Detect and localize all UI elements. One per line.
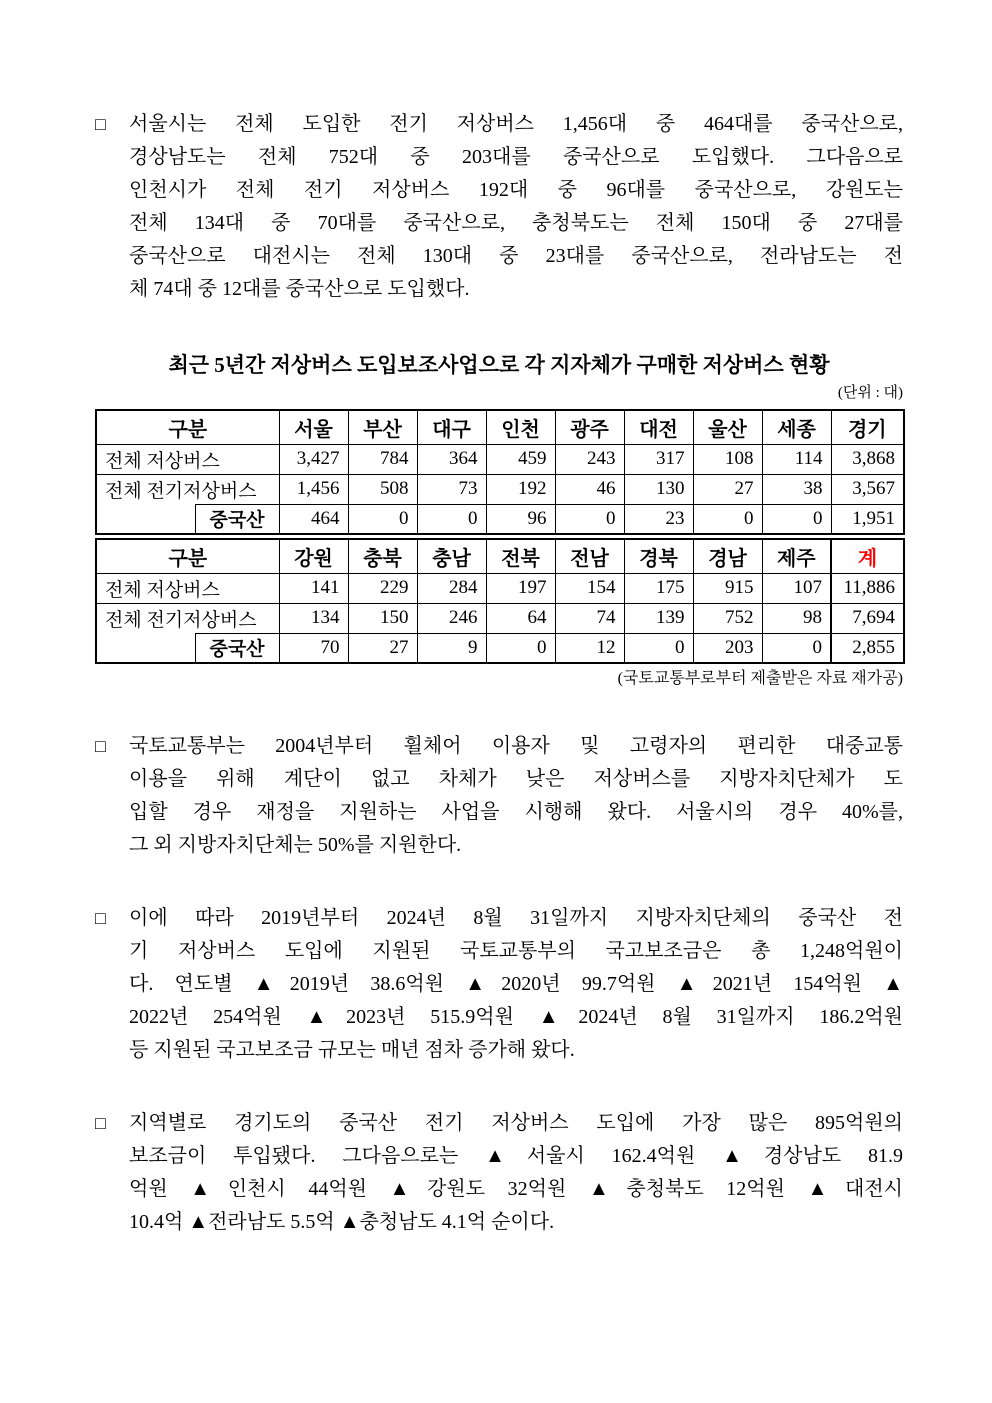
table-value-cell: 98 xyxy=(762,603,831,633)
china-made-label: 중국산 xyxy=(195,504,279,534)
table-header-cell: 서울 xyxy=(279,410,348,444)
table-value-cell: 12 xyxy=(555,633,624,663)
paragraph-line: 10.4억 ▲전라남도 5.5억 ▲충청남도 4.1억 순이다. xyxy=(129,1211,555,1233)
table-header-cell: 충북 xyxy=(348,539,417,573)
table-value-cell: 38 xyxy=(762,474,831,504)
table-head xyxy=(96,410,904,444)
table-header-cell: 인천 xyxy=(486,410,555,444)
table-row xyxy=(96,573,904,603)
paragraph-line: 기 저상버스 도입에 지원된 국토교통부의 국고보조금은 총 1,248억원이 xyxy=(129,940,903,962)
table-header-cell: 강원 xyxy=(279,539,348,573)
table-value-cell: 0 xyxy=(693,504,762,534)
table-value-cell: 0 xyxy=(762,633,831,663)
table-value-cell: 27 xyxy=(348,633,417,663)
table-value-cell: 0 xyxy=(348,504,417,534)
statistics-tables xyxy=(95,409,903,664)
paragraph-line: 입할 경우 재정을 지원하는 사업을 시행해 왔다. 서울시의 경우 40%를, xyxy=(129,801,903,823)
table-value-cell: 246 xyxy=(417,603,486,633)
table-value-cell: 114 xyxy=(762,444,831,474)
paragraph-line: 등 지원된 국고보조금 규모는 매년 점차 증가해 왔다. xyxy=(129,1039,575,1061)
table-value-cell: 141 xyxy=(279,573,348,603)
table-value-cell: 46 xyxy=(555,474,624,504)
statistics-table-section-1 xyxy=(95,409,905,535)
table-row-label: 전체 전기저상버스 xyxy=(96,474,279,504)
china-made-label: 중국산 xyxy=(195,633,279,663)
table-body xyxy=(96,573,904,663)
table-total-header-cell: 계 xyxy=(831,539,904,573)
paragraph-line: 이용을 위해 계단이 없고 차체가 낮은 저상버스를 지방자치단체가 도 xyxy=(129,768,903,790)
table-value-cell: 96 xyxy=(486,504,555,534)
table-empty-subcell xyxy=(96,633,195,663)
table-total-value-cell: 11,886 xyxy=(831,573,904,603)
table-row xyxy=(96,474,904,504)
table-value-cell: 915 xyxy=(693,573,762,603)
table-row xyxy=(96,603,904,633)
table-value-cell: 197 xyxy=(486,573,555,603)
table-value-cell: 70 xyxy=(279,633,348,663)
paragraph-line: 중국산으로 대전시는 전체 130대 중 23대를 중국산으로, 전라남도는 전 xyxy=(129,245,903,267)
table-row xyxy=(96,444,904,474)
table-value-cell: 229 xyxy=(348,573,417,603)
table-value-cell: 459 xyxy=(486,444,555,474)
table-header-cell: 광주 xyxy=(555,410,624,444)
table-value-cell: 464 xyxy=(279,504,348,534)
table-corner-cell: 구분 xyxy=(96,410,279,444)
table-header-cell: 대전 xyxy=(624,410,693,444)
paragraph-line: 체 74대 중 12대를 중국산으로 도입했다. xyxy=(129,278,470,300)
paragraph-line: 서울시는 전체 도입한 전기 저상버스 1,456대 중 464대를 중국산으로, xyxy=(129,113,903,135)
table-header-cell: 대구 xyxy=(417,410,486,444)
table-value-cell: 1,951 xyxy=(831,504,904,534)
table-value-cell: 134 xyxy=(279,603,348,633)
table-value-cell: 107 xyxy=(762,573,831,603)
table-header-cell: 제주 xyxy=(762,539,831,573)
paragraph-lines xyxy=(129,108,903,306)
table-value-cell: 364 xyxy=(417,444,486,474)
table-block xyxy=(95,350,903,690)
table-value-cell: 317 xyxy=(624,444,693,474)
square-bullet-icon: □ xyxy=(95,1113,106,1133)
paragraph-group-bottom xyxy=(95,730,903,1239)
table-value-cell: 192 xyxy=(486,474,555,504)
table-head xyxy=(96,539,904,573)
table-value-cell: 9 xyxy=(417,633,486,663)
table-value-cell: 73 xyxy=(417,474,486,504)
table-value-cell: 74 xyxy=(555,603,624,633)
table-value-cell: 130 xyxy=(624,474,693,504)
table-title: 최근 5년간 저상버스 도입보조사업으로 각 지자체가 구매한 저상버스 현황 xyxy=(168,353,830,377)
paragraph-line: 전체 134대 중 70대를 중국산으로, 충청북도는 전체 150대 중 27대를 xyxy=(129,212,903,234)
table-value-cell: 108 xyxy=(693,444,762,474)
table-value-cell: 508 xyxy=(348,474,417,504)
table-value-cell: 3,427 xyxy=(279,444,348,474)
table-unit-note: (단위 : 대) xyxy=(837,385,903,401)
square-bullet-icon: □ xyxy=(95,114,106,134)
table-header-cell: 충남 xyxy=(417,539,486,573)
paragraph-line: 인천시가 전체 전기 저상버스 192대 중 96대를 중국산으로, 강원도는 xyxy=(129,179,903,201)
paragraph-line: 지역별로 경기도의 중국산 전기 저상버스 도입에 가장 많은 895억원의 xyxy=(129,1112,903,1134)
paragraph xyxy=(95,902,903,1067)
table-value-cell: 0 xyxy=(555,504,624,534)
paragraph-lines xyxy=(129,730,903,862)
table-row-label: 전체 저상버스 xyxy=(96,573,279,603)
table-value-cell: 203 xyxy=(693,633,762,663)
table-value-cell: 0 xyxy=(417,504,486,534)
table-value-cell: 784 xyxy=(348,444,417,474)
table-value-cell: 150 xyxy=(348,603,417,633)
table-value-cell: 0 xyxy=(762,504,831,534)
table-header-cell: 울산 xyxy=(693,410,762,444)
paragraph-group-top xyxy=(95,108,903,306)
table-total-value-cell: 7,694 xyxy=(831,603,904,633)
table-row xyxy=(96,504,904,534)
table-empty-subcell xyxy=(96,504,195,534)
paragraph-line: 억원 ▲인천시 44억원 ▲강원도 32억원 ▲충청북도 12억원 ▲대전시 xyxy=(129,1178,903,1200)
table-value-cell: 154 xyxy=(555,573,624,603)
paragraph-line: 다. 연도별 ▲2019년 38.6억원 ▲2020년 99.7억원 ▲2021년 154억원 ▲ xyxy=(129,973,903,995)
table-header-cell: 경북 xyxy=(624,539,693,573)
table-header-row xyxy=(96,410,904,444)
table-value-cell: 0 xyxy=(486,633,555,663)
statistics-table-section-2 xyxy=(95,538,905,664)
table-value-cell: 175 xyxy=(624,573,693,603)
paragraph-line: 2022년 254억원 ▲2023년 515.9억원 ▲2024년 8월 31일까지 186.2억원 xyxy=(129,1006,903,1028)
table-total-value-cell: 2,855 xyxy=(831,633,904,663)
paragraph-line: 국토교통부는 2004년부터 휠체어 이용자 및 고령자의 편리한 대중교통 xyxy=(129,735,903,757)
table-value-cell: 0 xyxy=(624,633,693,663)
table-header-cell: 경남 xyxy=(693,539,762,573)
table-value-cell: 1,456 xyxy=(279,474,348,504)
paragraph-lines xyxy=(129,1107,903,1239)
table-value-cell: 3,567 xyxy=(831,474,904,504)
paragraph-lines xyxy=(129,902,903,1067)
table-value-cell: 3,868 xyxy=(831,444,904,474)
square-bullet-icon: □ xyxy=(95,908,106,928)
table-value-cell: 243 xyxy=(555,444,624,474)
table-header-row xyxy=(96,539,904,573)
table-row-label: 전체 전기저상버스 xyxy=(96,603,279,633)
table-row xyxy=(96,633,904,663)
table-value-cell: 752 xyxy=(693,603,762,633)
table-value-cell: 64 xyxy=(486,603,555,633)
table-corner-cell: 구분 xyxy=(96,539,279,573)
square-bullet-icon: □ xyxy=(95,736,106,756)
paragraph-line: 이에 따라 2019년부터 2024년 8월 31일까지 지방자치단체의 중국산 전 xyxy=(129,907,903,929)
table-source-note: (국토교통부로부터 제출받은 자료 재가공) xyxy=(617,670,903,687)
table-value-cell: 23 xyxy=(624,504,693,534)
table-header-cell: 전북 xyxy=(486,539,555,573)
paragraph xyxy=(95,730,903,862)
paragraph-line: 보조금이 투입됐다. 그다음으로는 ▲서울시 162.4억원 ▲경상남도 81.9 xyxy=(129,1145,903,1167)
table-value-cell: 139 xyxy=(624,603,693,633)
table-value-cell: 284 xyxy=(417,573,486,603)
table-body xyxy=(96,444,904,534)
paragraph-line: 경상남도는 전체 752대 중 203대를 중국산으로 도입했다. 그다음으로 xyxy=(129,146,903,168)
paragraph xyxy=(95,1107,903,1239)
paragraph-line: 그 외 지방자치단체는 50%를 지원한다. xyxy=(129,834,462,856)
table-value-cell: 27 xyxy=(693,474,762,504)
table-row-label: 전체 저상버스 xyxy=(96,444,279,474)
table-header-cell: 전남 xyxy=(555,539,624,573)
table-header-cell: 부산 xyxy=(348,410,417,444)
table-header-cell: 경기 xyxy=(831,410,904,444)
table-header-cell: 세종 xyxy=(762,410,831,444)
paragraph xyxy=(95,108,903,306)
